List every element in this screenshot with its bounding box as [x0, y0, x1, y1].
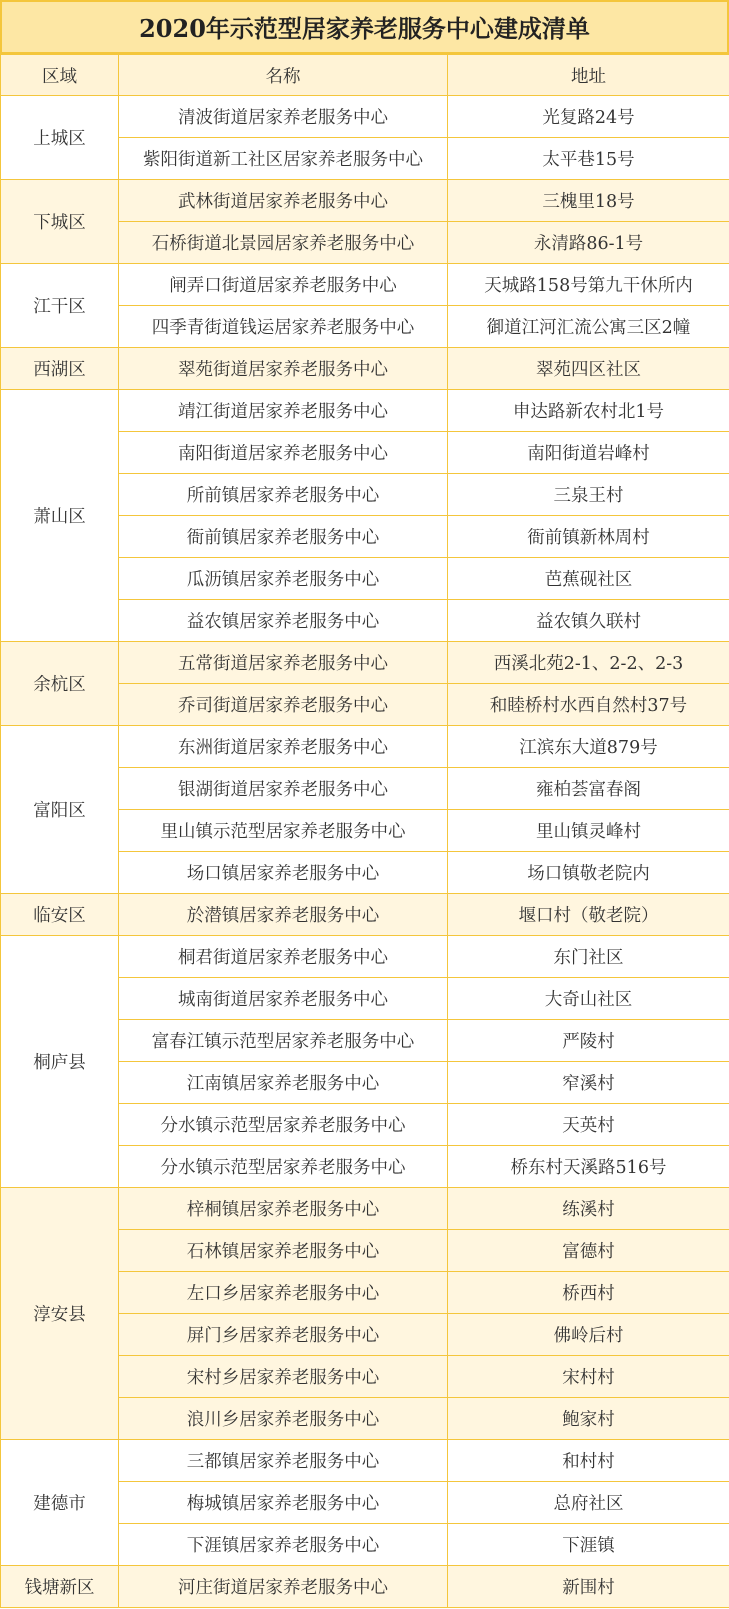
centers-table [0, 54, 729, 1608]
address-cell: 申达路新农村北1号 [448, 390, 729, 432]
center-name-cell: 东洲街道居家养老服务中心 [119, 726, 448, 768]
table-row [1, 726, 729, 768]
address-cell: 场口镇敬老院内 [448, 852, 729, 894]
table-body [1, 96, 729, 1608]
region-cell: 西湖区 [1, 348, 119, 390]
address-cell: 翠苑四区社区 [448, 348, 729, 390]
address-cell: 大奇山社区 [448, 978, 729, 1020]
address-cell: 佛岭后村 [448, 1314, 729, 1356]
table-row [1, 348, 729, 390]
column-header-address: 地址 [448, 55, 729, 96]
region-cell: 淳安县 [1, 1188, 119, 1440]
address-cell: 宋村村 [448, 1356, 729, 1398]
center-name-cell: 靖江街道居家养老服务中心 [119, 390, 448, 432]
center-name-cell: 河庄街道居家养老服务中心 [119, 1566, 448, 1608]
center-name-cell: 益农镇居家养老服务中心 [119, 600, 448, 642]
center-name-cell: 屏门乡居家养老服务中心 [119, 1314, 448, 1356]
region-cell: 上城区 [1, 96, 119, 180]
center-name-cell: 石桥街道北景园居家养老服务中心 [119, 222, 448, 264]
center-name-cell: 所前镇居家养老服务中心 [119, 474, 448, 516]
table-row [1, 894, 729, 936]
address-cell: 和村村 [448, 1440, 729, 1482]
table-row [1, 180, 729, 222]
address-cell: 江滨东大道879号 [448, 726, 729, 768]
address-cell: 里山镇灵峰村 [448, 810, 729, 852]
center-name-cell: 浪川乡居家养老服务中心 [119, 1398, 448, 1440]
center-name-cell: 清波街道居家养老服务中心 [119, 96, 448, 138]
center-name-cell: 武林街道居家养老服务中心 [119, 180, 448, 222]
center-name-cell: 四季青街道钱运居家养老服务中心 [119, 306, 448, 348]
region-cell: 富阳区 [1, 726, 119, 894]
address-cell: 严陵村 [448, 1020, 729, 1062]
region-cell: 下城区 [1, 180, 119, 264]
address-cell: 衙前镇新林周村 [448, 516, 729, 558]
column-header-name: 名称 [119, 55, 448, 96]
table-row [1, 936, 729, 978]
address-cell: 雍柏荟富春阁 [448, 768, 729, 810]
address-cell: 堰口村（敬老院） [448, 894, 729, 936]
address-cell: 永清路86-1号 [448, 222, 729, 264]
table-row [1, 1188, 729, 1230]
region-cell: 临安区 [1, 894, 119, 936]
header-row [1, 55, 729, 96]
center-name-cell: 於潜镇居家养老服务中心 [119, 894, 448, 936]
region-cell: 余杭区 [1, 642, 119, 726]
address-cell: 总府社区 [448, 1482, 729, 1524]
address-cell: 富德村 [448, 1230, 729, 1272]
region-cell: 建德市 [1, 1440, 119, 1566]
address-cell: 鲍家村 [448, 1398, 729, 1440]
center-name-cell: 乔司街道居家养老服务中心 [119, 684, 448, 726]
center-name-cell: 翠苑街道居家养老服务中心 [119, 348, 448, 390]
address-cell: 御道江河汇流公寓三区2幢 [448, 306, 729, 348]
center-name-cell: 紫阳街道新工社区居家养老服务中心 [119, 138, 448, 180]
address-cell: 和睦桥村水西自然村37号 [448, 684, 729, 726]
region-cell: 钱塘新区 [1, 1566, 119, 1608]
center-name-cell: 下涯镇居家养老服务中心 [119, 1524, 448, 1566]
address-cell: 三泉王村 [448, 474, 729, 516]
center-name-cell: 梅城镇居家养老服务中心 [119, 1482, 448, 1524]
center-name-cell: 桐君街道居家养老服务中心 [119, 936, 448, 978]
center-name-cell: 梓桐镇居家养老服务中心 [119, 1188, 448, 1230]
table-row [1, 642, 729, 684]
table-row [1, 96, 729, 138]
page-title: 2020年示范型居家养老服务中心建成清单 [0, 0, 729, 54]
center-name-cell: 左口乡居家养老服务中心 [119, 1272, 448, 1314]
address-cell: 光复路24号 [448, 96, 729, 138]
column-header-region: 区域 [1, 55, 119, 96]
center-name-cell: 场口镇居家养老服务中心 [119, 852, 448, 894]
center-name-cell: 瓜沥镇居家养老服务中心 [119, 558, 448, 600]
region-cell: 江干区 [1, 264, 119, 348]
table-row [1, 1440, 729, 1482]
center-name-cell: 五常街道居家养老服务中心 [119, 642, 448, 684]
center-name-cell: 城南街道居家养老服务中心 [119, 978, 448, 1020]
center-name-cell: 银湖街道居家养老服务中心 [119, 768, 448, 810]
address-cell: 下涯镇 [448, 1524, 729, 1566]
address-cell: 南阳街道岩峰村 [448, 432, 729, 474]
table-row [1, 1566, 729, 1608]
region-cell: 桐庐县 [1, 936, 119, 1188]
center-name-cell: 闸弄口街道居家养老服务中心 [119, 264, 448, 306]
address-cell: 桥西村 [448, 1272, 729, 1314]
address-cell: 芭蕉砚社区 [448, 558, 729, 600]
center-name-cell: 分水镇示范型居家养老服务中心 [119, 1104, 448, 1146]
address-cell: 西溪北苑2-1、2-2、2-3 [448, 642, 729, 684]
center-name-cell: 三都镇居家养老服务中心 [119, 1440, 448, 1482]
center-name-cell: 江南镇居家养老服务中心 [119, 1062, 448, 1104]
center-name-cell: 衙前镇居家养老服务中心 [119, 516, 448, 558]
table-row [1, 390, 729, 432]
address-cell: 三槐里18号 [448, 180, 729, 222]
address-cell: 天英村 [448, 1104, 729, 1146]
address-cell: 新围村 [448, 1566, 729, 1608]
address-cell: 太平巷15号 [448, 138, 729, 180]
address-cell: 益农镇久联村 [448, 600, 729, 642]
center-name-cell: 南阳街道居家养老服务中心 [119, 432, 448, 474]
region-cell: 萧山区 [1, 390, 119, 642]
address-cell: 练溪村 [448, 1188, 729, 1230]
center-name-cell: 富春江镇示范型居家养老服务中心 [119, 1020, 448, 1062]
center-name-cell: 宋村乡居家养老服务中心 [119, 1356, 448, 1398]
center-name-cell: 分水镇示范型居家养老服务中心 [119, 1146, 448, 1188]
address-cell: 东门社区 [448, 936, 729, 978]
center-name-cell: 里山镇示范型居家养老服务中心 [119, 810, 448, 852]
address-cell: 窄溪村 [448, 1062, 729, 1104]
table-row [1, 264, 729, 306]
center-name-cell: 石林镇居家养老服务中心 [119, 1230, 448, 1272]
address-cell: 桥东村天溪路516号 [448, 1146, 729, 1188]
address-cell: 天城路158号第九干休所内 [448, 264, 729, 306]
